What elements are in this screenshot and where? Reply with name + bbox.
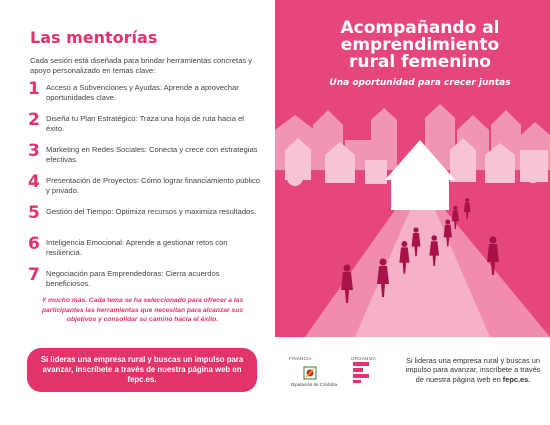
list-item (28, 173, 263, 204)
hero-title (295, 20, 545, 71)
diputacion-logo-icon (303, 366, 317, 380)
item-text: Presentación de Proyectos: Cómo lograr financiamiento público y privado. (46, 176, 261, 195)
right-cta-text (403, 356, 543, 384)
item-number: 6 (28, 234, 40, 254)
item-number: 5 (28, 203, 40, 223)
list-item (28, 80, 263, 111)
item-number: 2 (28, 110, 40, 130)
hero-banner (275, 0, 550, 337)
item-number: 4 (28, 172, 40, 192)
hero-title-line: Acompañando al (340, 18, 500, 38)
item-text: Diseña tu Plan Estratégico: Traza una hoja de ruta hacia el éxito. (46, 114, 244, 133)
item-text: Marketing en Redes Sociales: Conecta y crece con estrategias efectivas. (46, 145, 258, 164)
fepc-link[interactable]: fepc.es. (502, 374, 531, 384)
item-number: 3 (28, 141, 40, 161)
intro-text: Cada sesión está diseñada para brindar herramientas concretas y apoyo personalizado en temas clave: (30, 56, 253, 75)
hero-title-line: emprendimiento (340, 35, 500, 55)
right-cta-body: Si lideras una empresa rural y buscas un impulso para avanzar, inscríbete a través de nuestra página web en (405, 356, 541, 384)
hero-title-line: rural femenino (349, 52, 491, 72)
list-item (28, 142, 263, 173)
cta-text: Si lideras una empresa rural y buscas un impulso para avanzar, inscríbete a través de nuestra página web en fepc.es. (40, 355, 244, 384)
item-text: Acceso a Subvenciones y Ayudas: Aprende a aprovechar oportunidades clave. (46, 83, 239, 102)
item-text: Gestión del Tiempo: Optimiza recursos y maximiza resultados. (46, 207, 257, 216)
item-number: 1 (28, 79, 40, 99)
list-item (28, 235, 263, 266)
item-text: Inteligencia Emocional: Aprende a gestionar retos con resiliencia. (46, 238, 228, 257)
diputacion-label: Diputación de Córdoba (291, 382, 338, 387)
right-panel (275, 0, 550, 425)
cta-box[interactable] (27, 348, 257, 392)
financia-label: FINANCIA (289, 356, 312, 361)
item-number: 7 (28, 265, 40, 285)
item-text: Negociación para Emprendedoras: Cierra acuerdos beneficiosos. (46, 269, 220, 288)
fepc-logo-icon (351, 360, 371, 384)
section-title: Las mentorías (30, 28, 158, 47)
organiza-label: ORGANIZA (351, 356, 377, 361)
closing-text: Y mucho más. Cada tema se ha seleccionado para ofrecer a las participantes las herramientas que necesitan para alcanzar sus objetivos y consolidar su camino hacia el éxito. (41, 297, 244, 323)
hero-subtitle: Una oportunidad para crecer juntas (329, 78, 511, 88)
list-item (28, 266, 263, 297)
mentoring-list (28, 80, 263, 297)
list-item (28, 204, 263, 235)
list-item (28, 111, 263, 142)
